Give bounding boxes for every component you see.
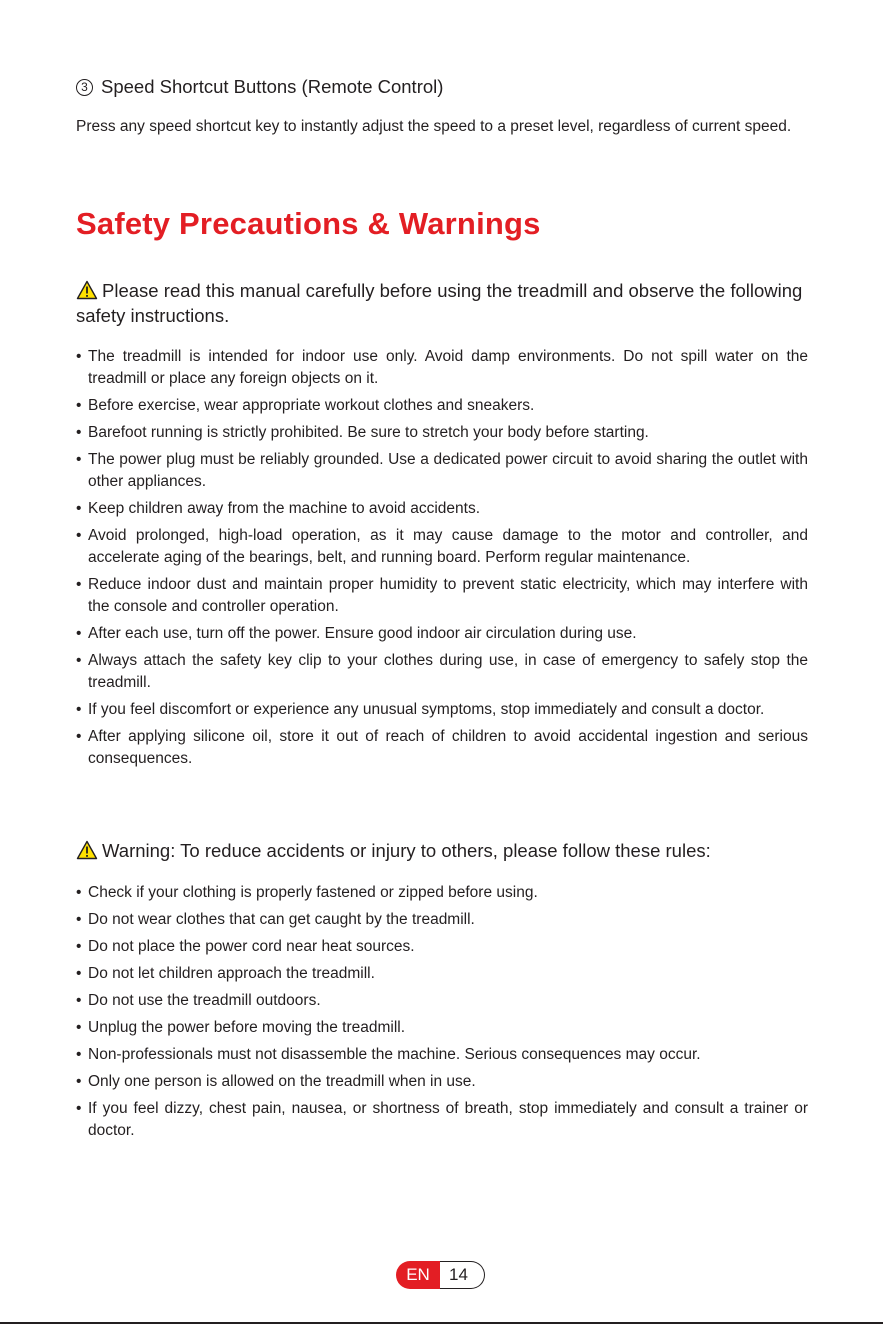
page-title: Safety Precautions & Warnings	[76, 206, 541, 241]
list-item: • If you feel discomfort or experience any unusual symptoms, stop immediately and consult a doctor.	[76, 699, 808, 721]
list-item: • The power plug must be reliably grounded. Use a dedicated power circuit to avoid sharing the outlet with other appliances.	[76, 449, 808, 493]
warning-triangle-icon	[76, 280, 98, 300]
list-item: • Avoid prolonged, high-load operation, as it may cause damage to the motor and controller, and accelerate aging of the bearings, belt, and running board. Perform regular maintenance.	[76, 525, 808, 569]
list-item: • Barefoot running is strictly prohibited. Be sure to stretch your body before starting.	[76, 422, 808, 444]
warning-heading-text: Warning: To reduce accidents or injury to others, please follow these rules:	[102, 840, 711, 861]
list-item: • Only one person is allowed on the treadmill when in use.	[76, 1071, 808, 1093]
safety-notice-text: Please read this manual carefully before using the treadmill and observe the following safety instructions.	[76, 280, 803, 326]
list-item: • The treadmill is intended for indoor use only. Avoid damp environments. Do not spill water on the treadmill or place any foreign objects on it.	[76, 346, 808, 390]
list-item: • Reduce indoor dust and maintain proper humidity to prevent static electricity, which may interfere with the console and controller operation.	[76, 574, 808, 618]
list-item: • Before exercise, wear appropriate workout clothes and sneakers.	[76, 395, 808, 417]
list-item: • After each use, turn off the power. Ensure good indoor air circulation during use.	[76, 623, 808, 645]
page-number: 14	[440, 1261, 485, 1289]
section-heading-text: Speed Shortcut Buttons (Remote Control)	[101, 76, 444, 97]
list-item: • Always attach the safety key clip to your clothes during use, in case of emergency to safely stop the treadmill.	[76, 650, 808, 694]
precautions-list	[76, 346, 808, 775]
section-number: 3	[76, 79, 93, 96]
list-item: • Non-professionals must not disassemble the machine. Serious consequences may occur.	[76, 1044, 808, 1066]
list-item: • Do not place the power cord near heat sources.	[76, 936, 808, 958]
list-item: • Do not let children approach the treadmill.	[76, 963, 808, 985]
list-item: • Do not wear clothes that can get caught by the treadmill.	[76, 909, 808, 931]
warning-triangle-icon	[76, 840, 98, 860]
list-item: • Keep children away from the machine to avoid accidents.	[76, 498, 808, 520]
list-item: • Unplug the power before moving the treadmill.	[76, 1017, 808, 1039]
list-item: • Check if your clothing is properly fastened or zipped before using.	[76, 882, 808, 904]
warning-heading	[76, 838, 808, 863]
section-heading	[76, 76, 443, 98]
language-badge: EN	[396, 1261, 440, 1289]
section-body: Press any speed shortcut key to instantly adjust the speed to a preset level, regardless of current speed.	[76, 118, 792, 135]
warning-rules-list	[76, 882, 808, 1147]
page-footer	[396, 1261, 485, 1289]
list-item: • If you feel dizzy, chest pain, nausea, or shortness of breath, stop immediately and consult a trainer or doctor.	[76, 1098, 808, 1142]
safety-notice	[76, 278, 808, 328]
list-item: • After applying silicone oil, store it out of reach of children to avoid accidental ingestion and serious consequences.	[76, 726, 808, 770]
list-item: • Do not use the treadmill outdoors.	[76, 990, 808, 1012]
